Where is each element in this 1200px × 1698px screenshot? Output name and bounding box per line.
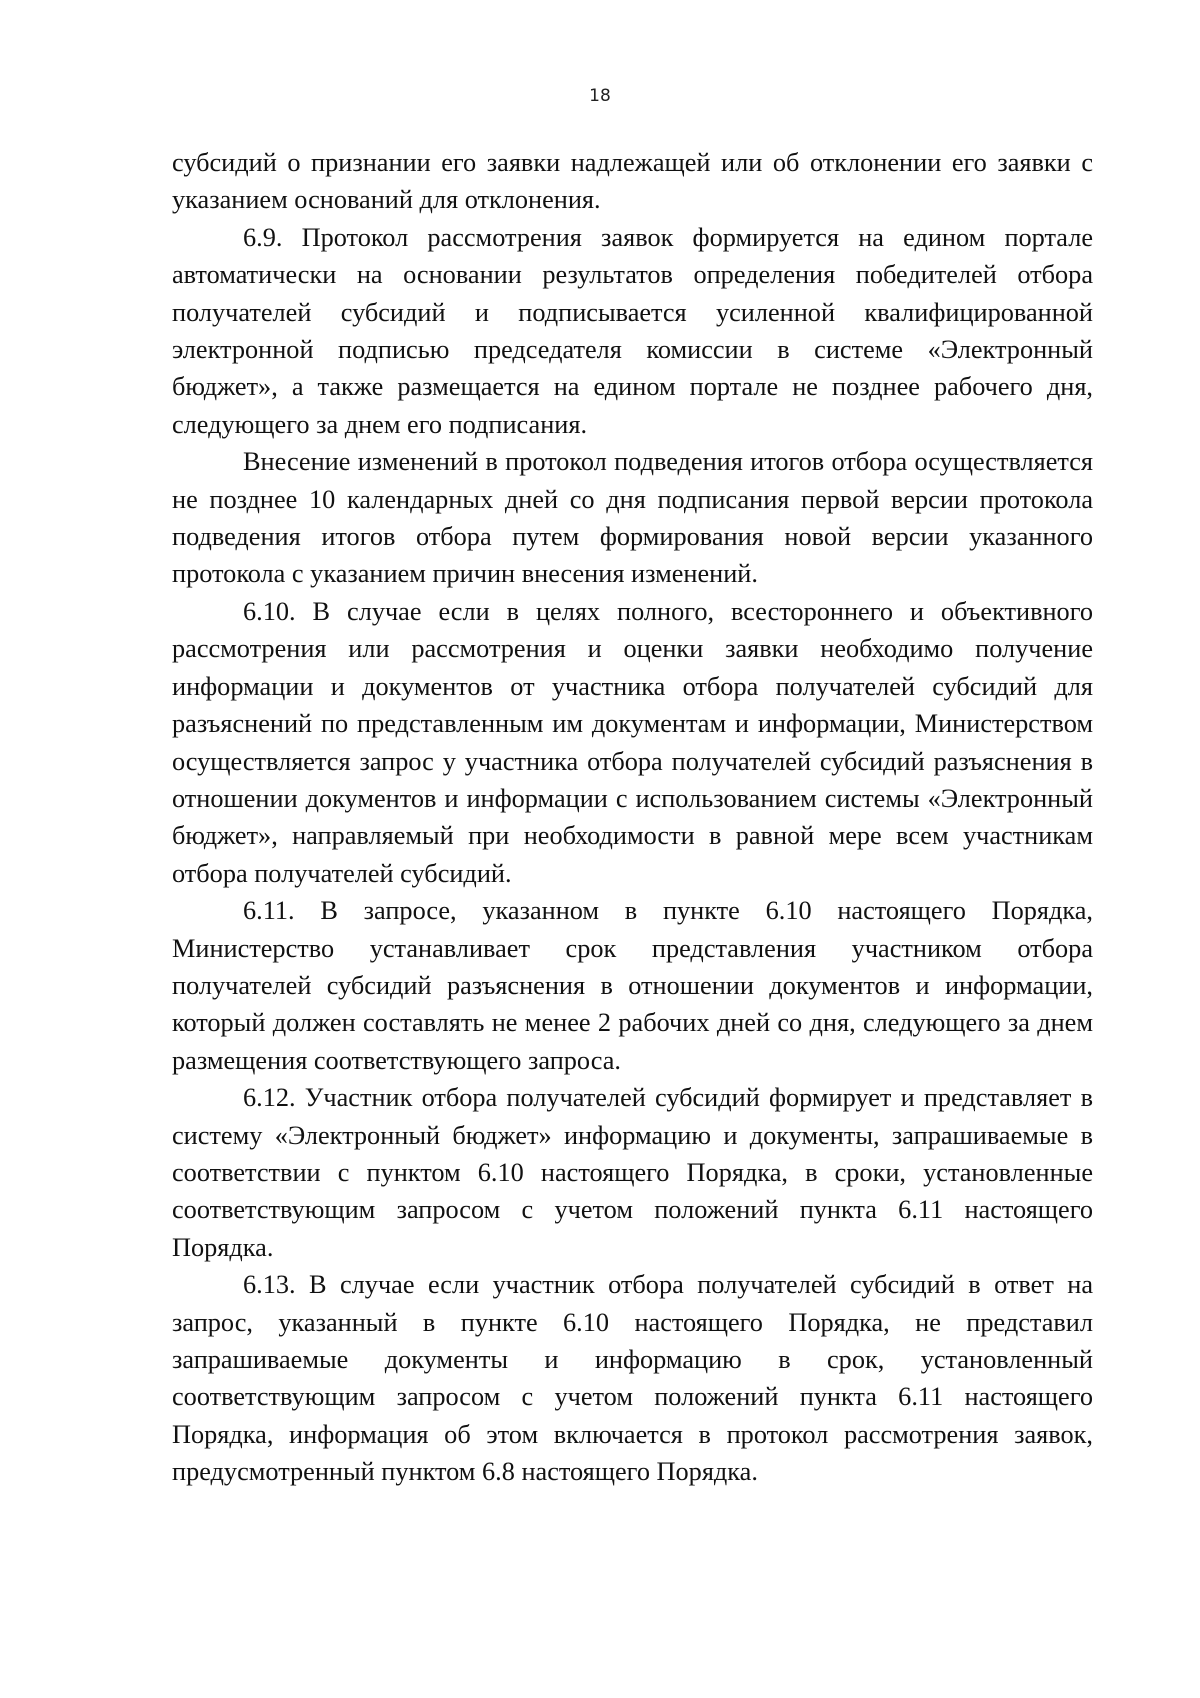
page-number: 18: [589, 86, 611, 106]
paragraph-6-12: 6.12. Участник отбора получателей субсидий формирует и представляет в систему «Электронный бюджет» информацию и документы, запрашиваемые в соответствии с пунктом 6.10 настоящего Порядка, в сроки, установленные соответствующим запросом с учетом положений пункта 6.11 настоящего Порядка.: [172, 1083, 1093, 1262]
paragraph-6-11: 6.11. В запросе, указанном в пункте 6.10 настоящего Порядка, Министерство устанавливает срок представления участником отбора получателей субсидий разъяснения в отношении документов и информации, который должен составлять не менее 2 рабочих дней со дня, следующего за днем размещения соответствующего запроса.: [172, 896, 1093, 1075]
paragraph-6-9: 6.9. Протокол рассмотрения заявок формируется на едином портале автоматически на основании результатов определения победителей отбора получателей субсидий и подписывается усиленной квалифицированной электронной подписью председателя комиссии в системе «Электронный бюджет», а также размещается на едином портале не позднее рабочего дня, следующего за днем его подписания.: [172, 222, 1093, 439]
paragraph-protocol-changes: Внесение изменений в протокол подведения итогов отбора осуществляется не позднее 10 календарных дней со дня подписания первой версии протокола подведения итогов отбора путем формирования новой версии указанного протокола с указанием причин внесения изменений.: [172, 447, 1093, 589]
paragraph-6-13: 6.13. В случае если участник отбора получателей субсидий в ответ на запрос, указанный в пункте 6.10 настоящего Порядка, не представил запрашиваемые документы и информацию в срок, установленный соответствующим запросом с учетом положений пункта 6.11 настоящего Порядка, информация об этом включается в протокол рассмотрения заявок, предусмотренный пунктом 6.8 настоящего Порядка.: [172, 1270, 1093, 1487]
document-body: [172, 144, 1093, 1491]
paragraph-continuation: субсидий о признании его заявки надлежащей или об отклонении его заявки с указанием оснований для отклонения.: [172, 148, 1093, 215]
paragraph-6-10: 6.10. В случае если в целях полного, всестороннего и объективного рассмотрения или рассмотрения и оценки заявки необходимо получение информации и документов от участника отбора получателей субсидий для разъяснений по представленным им документам и информации, Министерством осуществляется запрос у участника отбора получателей субсидий разъяснения в отношении документов и информации с использованием системы «Электронный бюджет», направляемый при необходимости в равной мере всем участникам отбора получателей субсидий.: [172, 596, 1093, 888]
